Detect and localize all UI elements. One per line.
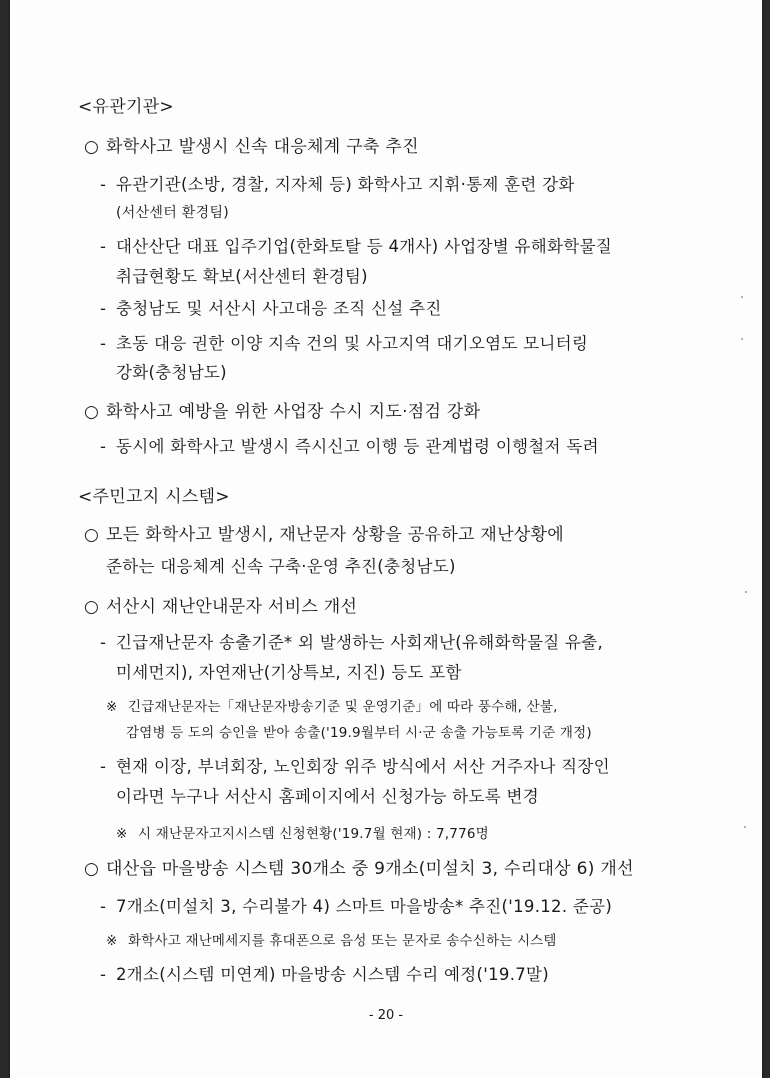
resident-item-1-text: 모든 화학사고 발생시, 재난문자 상황을 공유하고 재난상황에 — [106, 525, 564, 545]
resident-item-2-sub-2-text: 현재 이장, 부녀회장, 노인회장 위주 방식에서 서산 거주자나 직장인 — [116, 757, 610, 776]
dash-bullet-icon: - — [100, 897, 107, 916]
dash-bullet-icon: - — [100, 633, 107, 652]
agency-item-1-sub-1 — [100, 174, 575, 196]
resident-item-1 — [84, 524, 564, 546]
agency-item-1 — [84, 136, 419, 158]
resident-item-3 — [84, 858, 634, 880]
resident-item-2-text: 서산시 재난안내문자 서비스 개선 — [106, 597, 358, 617]
resident-item-3-note-text: 화학사고 재난메세지를 휴대폰으로 음성 또는 문자로 송수신하는 시스템 — [128, 933, 557, 949]
circle-bullet-icon: ○ — [84, 859, 100, 879]
resident-item-2-sub-1-text: 긴급재난문자 송출기준* 외 발생하는 사회재난(유해화학물질 유출, — [116, 633, 604, 652]
resident-item-1-cont: 준하는 대응체계 신속 구축·운영 추진(충청남도) — [106, 557, 456, 576]
agency-item-1-sub-3 — [100, 298, 442, 320]
resident-item-2-sub-2-cont: 이라면 누구나 서산시 홈페이지에서 신청가능 하도록 변경 — [116, 787, 540, 806]
reference-mark-icon: ※ — [106, 933, 118, 949]
circle-bullet-icon: ○ — [84, 402, 100, 422]
resident-item-2 — [84, 596, 357, 618]
resident-item-2-sub-1 — [100, 632, 603, 654]
page-content — [10, 0, 762, 1078]
dash-bullet-icon: - — [100, 175, 107, 194]
resident-item-3-sub-2 — [100, 964, 549, 986]
dash-bullet-icon: - — [100, 757, 107, 776]
document-page — [10, 0, 762, 1078]
agency-item-1-sub-1-cont: (서산센터 환경팀) — [116, 205, 230, 221]
resident-item-3-note — [106, 930, 557, 952]
agency-item-1-sub-4 — [100, 333, 588, 355]
resident-item-2-note-2 — [116, 823, 489, 845]
agency-item-1-sub-2 — [100, 236, 612, 258]
agency-item-1-sub-4-text: 초동 대응 권한 이양 지속 건의 및 사고지역 대기오염도 모니터링 — [116, 334, 589, 353]
resident-item-2-note-cont: 감염병 등 도의 승인을 받아 송출('19.9월부터 시·군 송출 가능토록 기준 개정) — [126, 725, 592, 741]
dash-bullet-icon: - — [100, 334, 107, 353]
resident-item-3-sub-1-text: 7개소(미설치 3, 수리불가 4) 스마트 마을방송* 추진('19.12. 준공) — [116, 897, 613, 916]
section-title-residents: <주민고지 시스템> — [78, 487, 230, 507]
dash-bullet-icon: - — [100, 965, 107, 984]
resident-item-2-sub-1-cont: 미세먼지), 자연재난(기상특보, 지진) 등도 포함 — [116, 663, 462, 682]
agency-item-2-sub-1-text: 동시에 화학사고 발생시 즉시신고 이행 등 관계법령 이행철저 독려 — [116, 437, 599, 456]
resident-item-2-sub-2 — [100, 756, 610, 778]
scan-speck — [745, 591, 747, 593]
agency-item-1-sub-2-text: 대산산단 대표 입주기업(한화토탈 등 4개사) 사업장별 유해화학물질 — [116, 237, 612, 256]
circle-bullet-icon: ○ — [84, 137, 100, 157]
agency-item-1-sub-2-cont: 취급현황도 확보(서산센터 환경팀) — [116, 267, 368, 286]
reference-mark-icon: ※ — [116, 826, 128, 842]
agency-item-1-sub-3-text: 충청남도 및 서산시 사고대응 조직 신설 추진 — [116, 299, 442, 318]
agency-item-1-sub-4-cont: 강화(충청남도) — [116, 363, 227, 382]
scan-speck — [741, 338, 743, 340]
scan-speck — [741, 296, 743, 298]
agency-item-2-text: 화학사고 예방을 위한 사업장 수시 지도·점검 강화 — [106, 402, 481, 422]
section-title-agencies: <유관기관> — [78, 97, 174, 117]
resident-item-2-note — [106, 696, 558, 718]
dash-bullet-icon: - — [100, 299, 107, 318]
resident-item-2-note-2-text: 시 재난문자고지시스템 신청현황('19.7월 현재) : 7,776명 — [138, 826, 489, 842]
circle-bullet-icon: ○ — [84, 597, 100, 617]
agency-item-2-sub-1 — [100, 436, 599, 458]
dash-bullet-icon: - — [100, 437, 107, 456]
resident-item-3-sub-1 — [100, 896, 612, 918]
agency-item-2 — [84, 401, 480, 423]
resident-item-3-sub-2-text: 2개소(시스템 미연계) 마을방송 시스템 수리 예정('19.7말) — [116, 965, 550, 984]
scan-speck — [744, 826, 746, 828]
dash-bullet-icon: - — [100, 237, 107, 256]
reference-mark-icon: ※ — [106, 699, 118, 715]
agency-item-1-text: 화학사고 발생시 신속 대응체계 구축 추진 — [106, 137, 419, 157]
resident-item-3-text: 대산읍 마을방송 시스템 30개소 중 9개소(미설치 3, 수리대상 6) 개선 — [106, 859, 634, 879]
page-number: - 20 - — [368, 1008, 404, 1023]
circle-bullet-icon: ○ — [84, 525, 100, 545]
resident-item-2-note-text: 긴급재난문자는「재난문자방송기준 및 운영기준」에 따라 풍수해, 산불, — [128, 699, 558, 715]
agency-item-1-sub-1-text: 유관기관(소방, 경찰, 지자체 등) 화학사고 지휘·통제 훈련 강화 — [116, 175, 575, 194]
